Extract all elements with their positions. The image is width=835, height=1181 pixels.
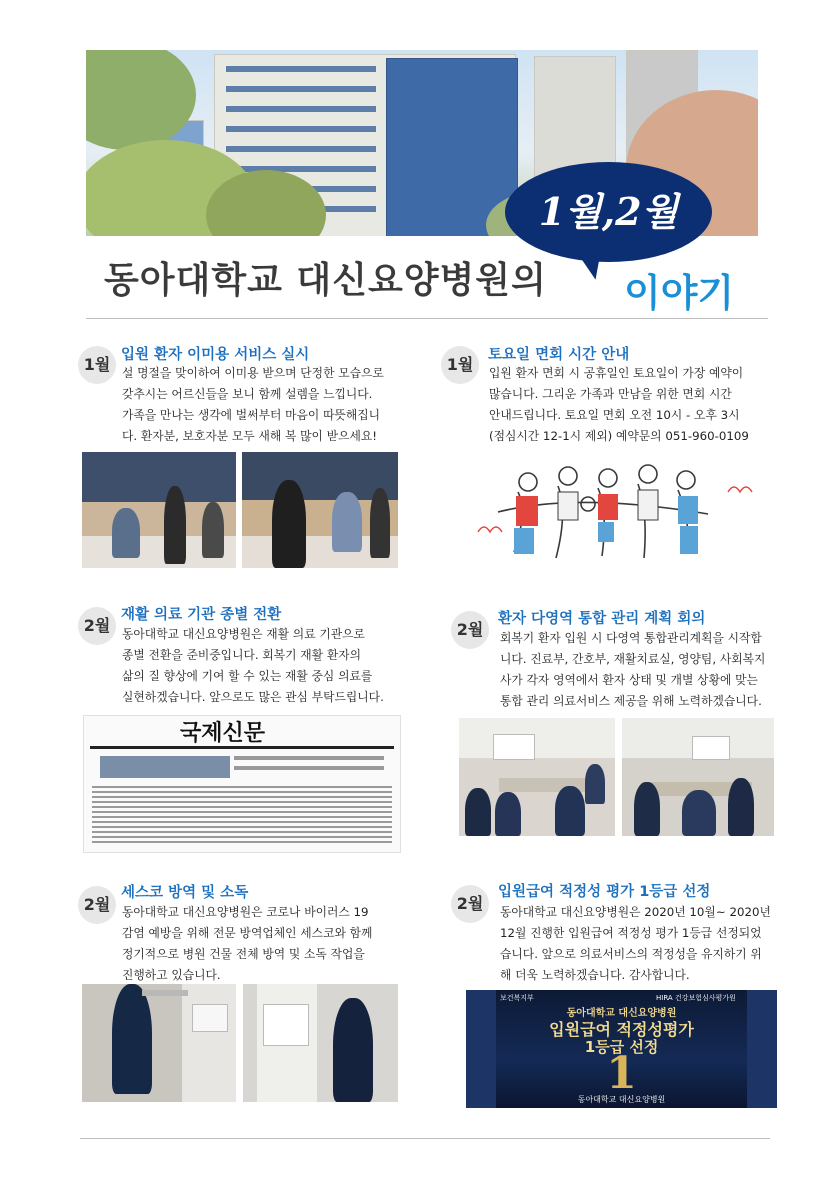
- month-badge: 2월: [451, 885, 489, 923]
- meeting-photo-1: [459, 718, 615, 836]
- section-title: 재활 의료 기관 종별 전환: [121, 607, 282, 623]
- footer-divider: [80, 1138, 770, 1139]
- award-hospital: 동아대학교 대신요양병원: [566, 1008, 677, 1019]
- haircut-photo-2: [242, 452, 398, 568]
- section-title: 토요일 면회 시간 안내: [488, 347, 630, 363]
- month-badge: 1월: [78, 346, 116, 384]
- month-badge: 2월: [78, 886, 116, 924]
- award-number: 1: [606, 1048, 637, 1099]
- section-title: 입원 환자 이미용 서비스 실시: [121, 347, 310, 363]
- month-bubble: 1월,2월: [505, 162, 712, 262]
- month-badge: 1월: [441, 346, 479, 384]
- award-header-left: 보건복지부: [500, 994, 534, 1002]
- meeting-photo-2: [622, 718, 774, 836]
- page-title: 동아대학교 대신요양병원의: [104, 260, 547, 301]
- month-badge: 2월: [451, 611, 489, 649]
- disinfection-photo-2: [243, 984, 398, 1102]
- section-body: 입원 환자 면회 시 공휴일인 토요일이 가장 예약이 많습니다. 그리운 가족과 만남을 위한 면회 시간 안내드립니다. 토요일 면회 오전 10시 - 오후 3시 (점심시간 12-1시 제외) 예약문의 051-960-0109: [489, 366, 749, 443]
- newspaper-clipping: [83, 715, 401, 853]
- haircut-photo-1: [82, 452, 236, 568]
- award-footer: 동아대학교 대신요양병원: [577, 1095, 666, 1104]
- section-title: 세스코 방역 및 소독: [121, 885, 249, 901]
- divider: [86, 318, 768, 319]
- section-body: 동아대학교 대신요양병원은 2020년 10월~ 2020년 12월 진행한 입원급여 적정성 평가 1등급 선정되었 습니다. 앞으로 의료서비스의 적정성을 유지하기 위 해 더욱 노력하겠습니다. 감사합니다.: [500, 905, 771, 982]
- award-line2: 1등급 선정: [584, 1038, 659, 1056]
- award-header-right: HIRA 건강보험심사평가원: [656, 994, 736, 1002]
- section-title: 입원급여 적정성 평가 1등급 선정: [498, 884, 711, 900]
- section-title: 환자 다영역 통합 관리 계획 회의: [498, 611, 706, 627]
- disinfection-photo-1: [82, 984, 236, 1102]
- section-body: 설 명절을 맞이하여 이미용 받으며 단정한 모습으로 갖추시는 어르신들을 보니 함께 설렘을 느낍니다. 가족을 만나는 생각에 벌써부터 마음이 따뜻해집니 다. 환자분, 보호자분 모두 새해 복 많이 받으세요!: [122, 366, 384, 443]
- newspaper-masthead: 국제신문: [180, 720, 266, 746]
- award-banner: [466, 990, 777, 1108]
- section-body: 동아대학교 대신요양병원은 코로나 바이러스 19 감염 예방을 위해 전문 방역업체인 세스코와 함께 정기적으로 병원 건물 전체 방역 및 소독 작업을 진행하고 있습니다.: [122, 905, 373, 982]
- family-illustration: [458, 452, 770, 568]
- page-title-accent: 이야기: [624, 271, 735, 315]
- section-body: 회복기 환자 입원 시 다영역 통합관리계획을 시작합 니다. 진료부, 간호부, 재활치료실, 영양팀, 사회복지 사가 각자 영역에서 환자 상태 및 개별 상황에 맞는 통합 관리 의료서비스 제공을 위해 노력하겠습니다.: [500, 631, 766, 708]
- month-badge: 2월: [78, 607, 116, 645]
- award-line1: 입원급여 적정성평가: [549, 1020, 694, 1039]
- section-body: 동아대학교 대신요양병원은 재활 의료 기관으로 종별 전환을 준비중입니다. 회복기 재활 환자의 삶의 질 향상에 기여 할 수 있는 재활 중심 의료를 실현하겠습니다. 앞으로도 많은 관심 부탁드립니다.: [122, 627, 384, 704]
